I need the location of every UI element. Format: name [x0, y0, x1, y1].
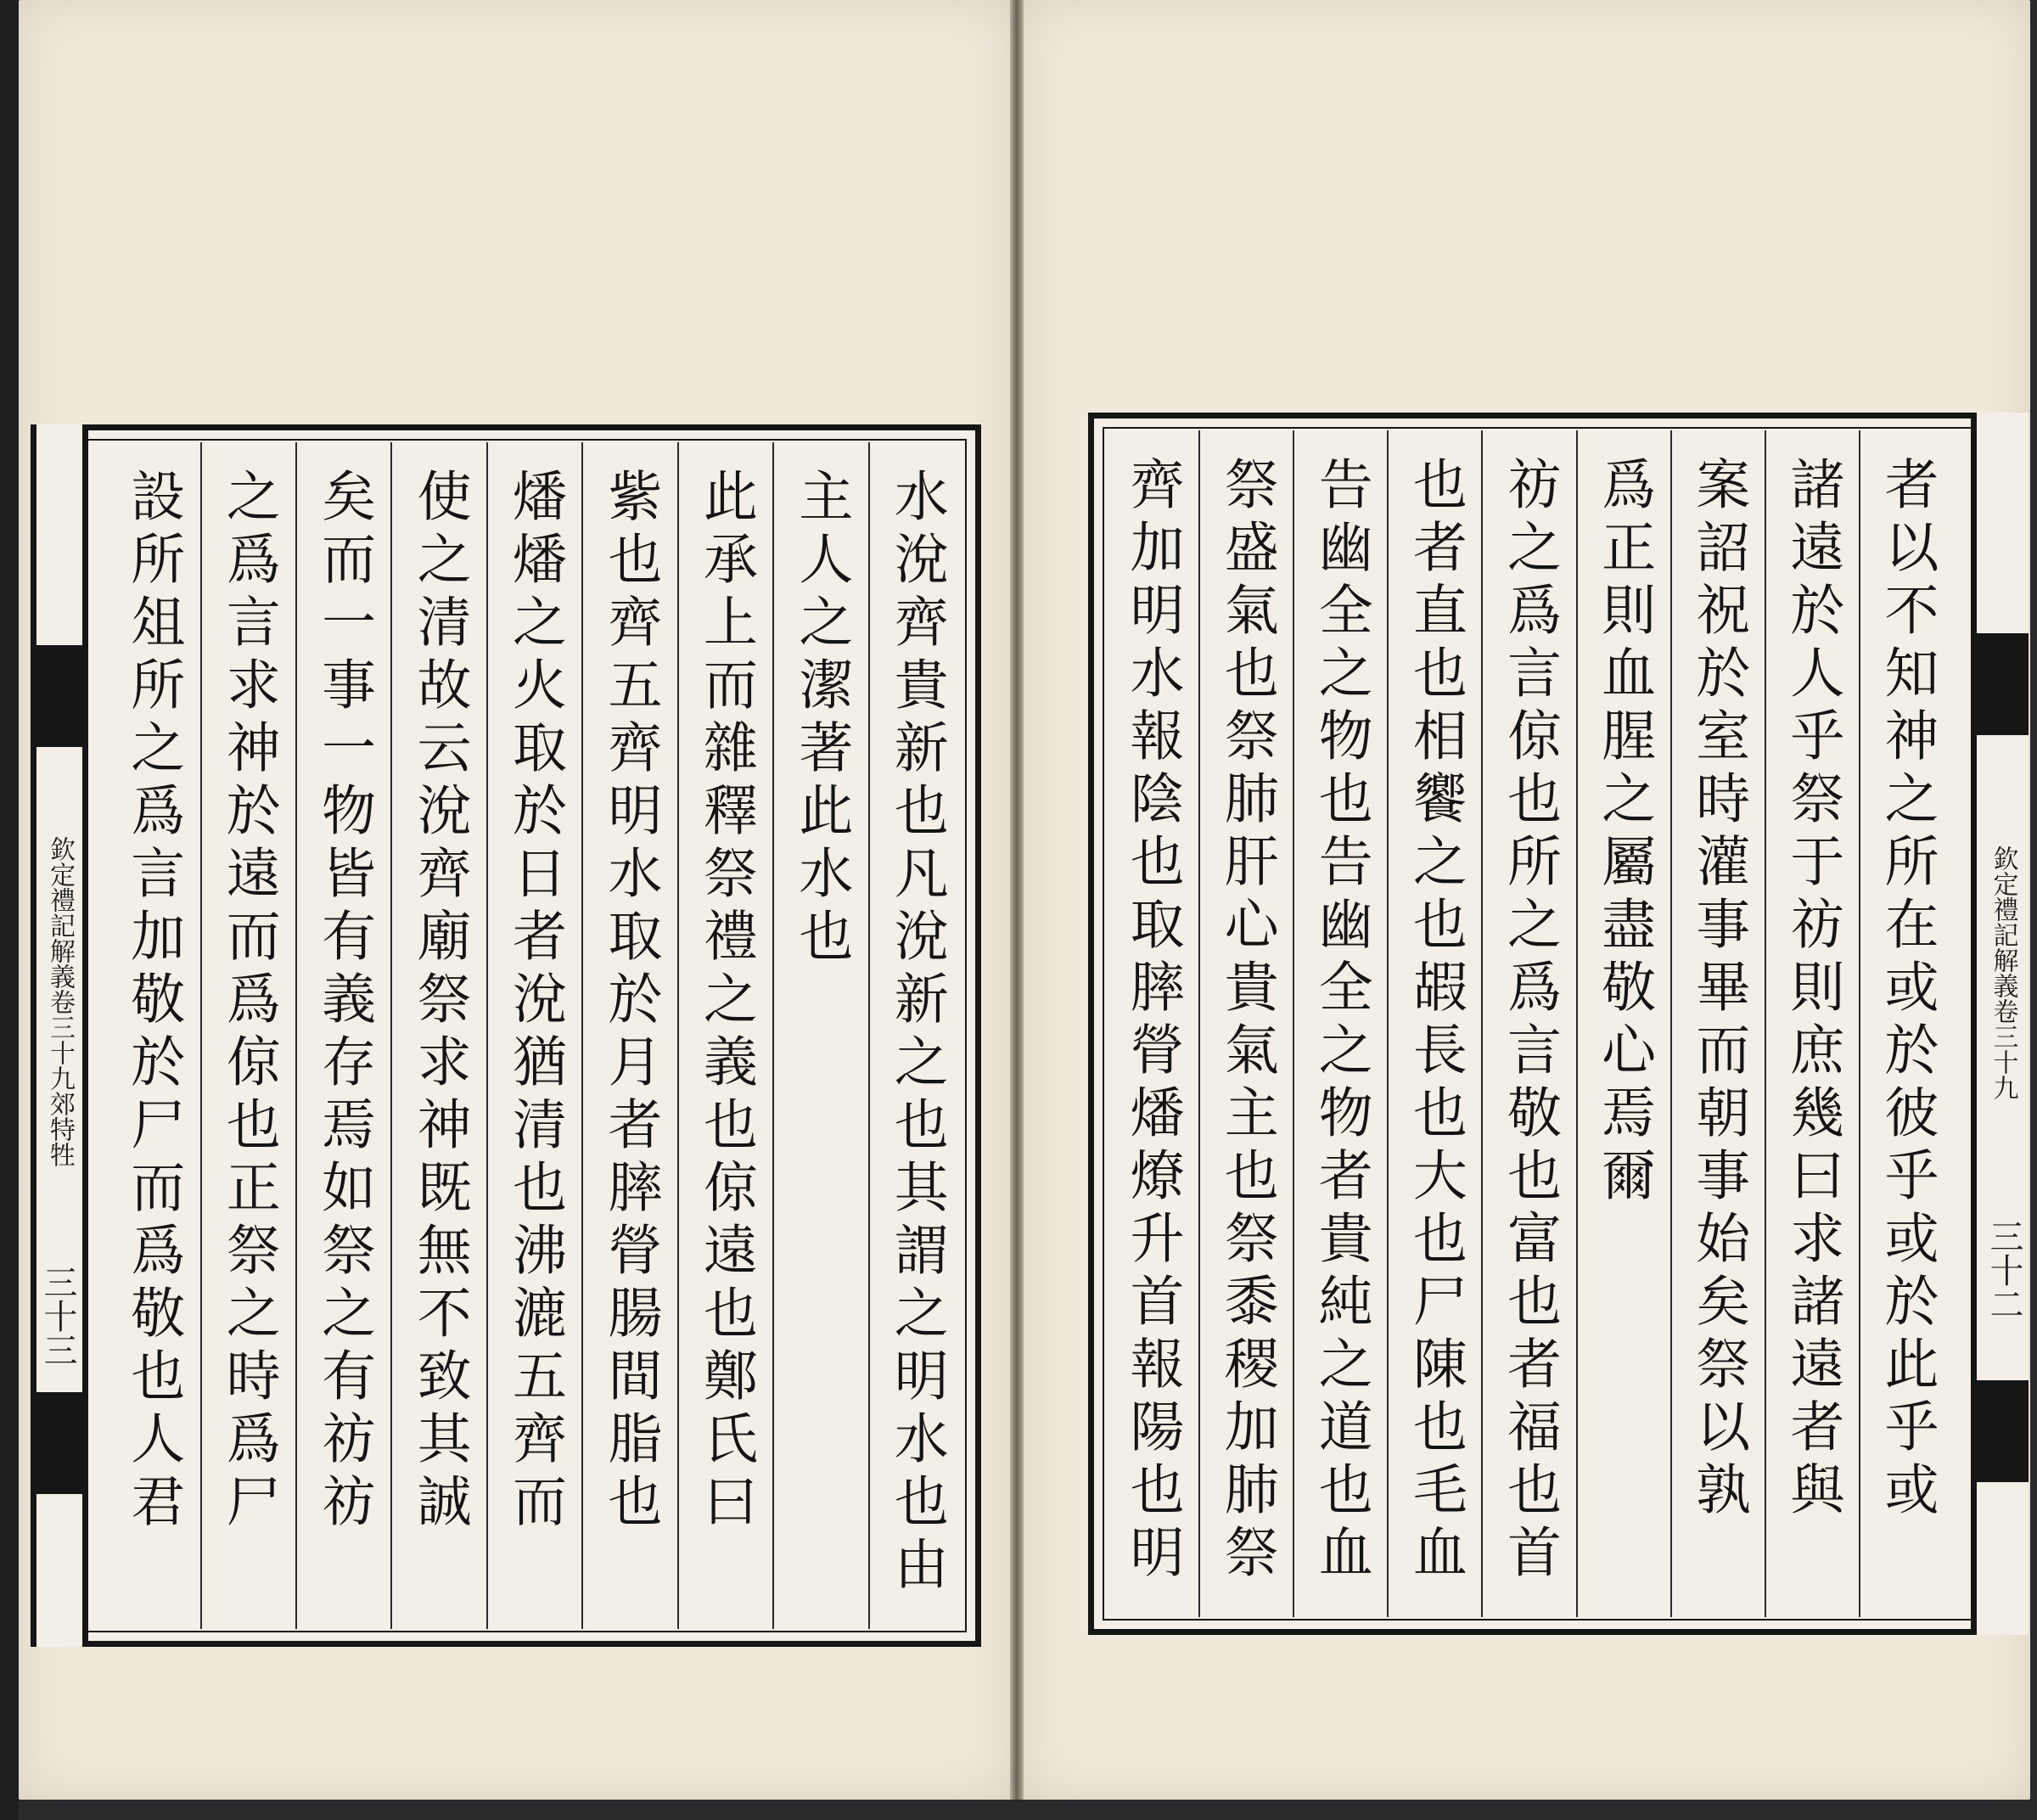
page-number: 三十三 — [38, 1265, 77, 1367]
left-text-frame — [31, 424, 981, 1647]
fold-column-title: 欽定禮記解義卷三十九 — [1988, 845, 2018, 1100]
right-text-columns — [1106, 430, 1953, 1617]
text-column: 矣而一事一物皆有義存焉如祭之有祊祊 — [295, 442, 390, 1629]
text-column: 案詔祝於室時灌事畢而朝事始矣祭以孰 — [1670, 430, 1765, 1617]
text-column: 紫也齊五齊明水取於月者膟膋腸間脂也 — [581, 442, 676, 1629]
fishtail-mark — [36, 1392, 82, 1494]
page-number: 三十二 — [1984, 1219, 2023, 1321]
text-column: 主人之潔著此水也 — [772, 442, 867, 1629]
text-column: 設所俎所之爲言加敬於尸而爲敬也人君 — [121, 468, 185, 1536]
book-edge — [0, 0, 19, 1820]
text-column: 祊之爲言倞也所之爲言敬也富也者福也首 — [1481, 430, 1575, 1617]
text-column: 此承上而雜釋祭禮之義也倞遠也鄭氏曰 — [677, 442, 772, 1629]
text-column: 告幽全之物也告幽全之物者貴純之道也血 — [1293, 430, 1387, 1617]
left-text-columns — [106, 442, 963, 1629]
text-column: 祭盛氣也祭肺肝心貴氣主也祭黍稷加肺祭 — [1198, 430, 1293, 1617]
book-gutter — [1010, 0, 1024, 1800]
right-text-frame — [1088, 413, 2029, 1635]
left-page — [19, 0, 1010, 1800]
text-column: 爲正則血腥之屬盡敬心焉爾 — [1576, 430, 1670, 1617]
fold-column-title: 欽定禮記解義卷三十九郊特牲 — [45, 836, 75, 1167]
text-column: 者以不知神之所在或於彼乎或於此乎或 — [1859, 430, 1953, 1617]
fishtail-mark — [1977, 633, 2029, 735]
text-column: 燔燔之火取於日者涗猶清也沸漉五齊而 — [486, 442, 581, 1629]
text-column: 使之清故云涗齊廟祭求神既無不致其誠 — [390, 442, 485, 1629]
fishtail-mark — [1977, 1380, 2029, 1482]
text-column: 也者直也相饗之也嘏長也大也尸陳也毛血 — [1387, 430, 1481, 1617]
text-column: 之爲言求神於遠而爲倞也正祭之時爲尸 — [200, 442, 295, 1629]
text-column: 諸遠於人乎祭于祊則庶幾曰求諸遠者與 — [1765, 430, 1859, 1617]
right-page — [1024, 0, 2030, 1800]
text-column: 水涗齊貴新也凡涗新之也其謂之明水也由 — [868, 442, 963, 1629]
right-page-fold-column — [1971, 413, 2029, 1635]
text-column: 齊加明水報陰也取膟膋燔燎升首報陽也明 — [1120, 456, 1184, 1587]
fishtail-mark — [36, 645, 82, 747]
left-page-fold-column — [31, 424, 88, 1647]
